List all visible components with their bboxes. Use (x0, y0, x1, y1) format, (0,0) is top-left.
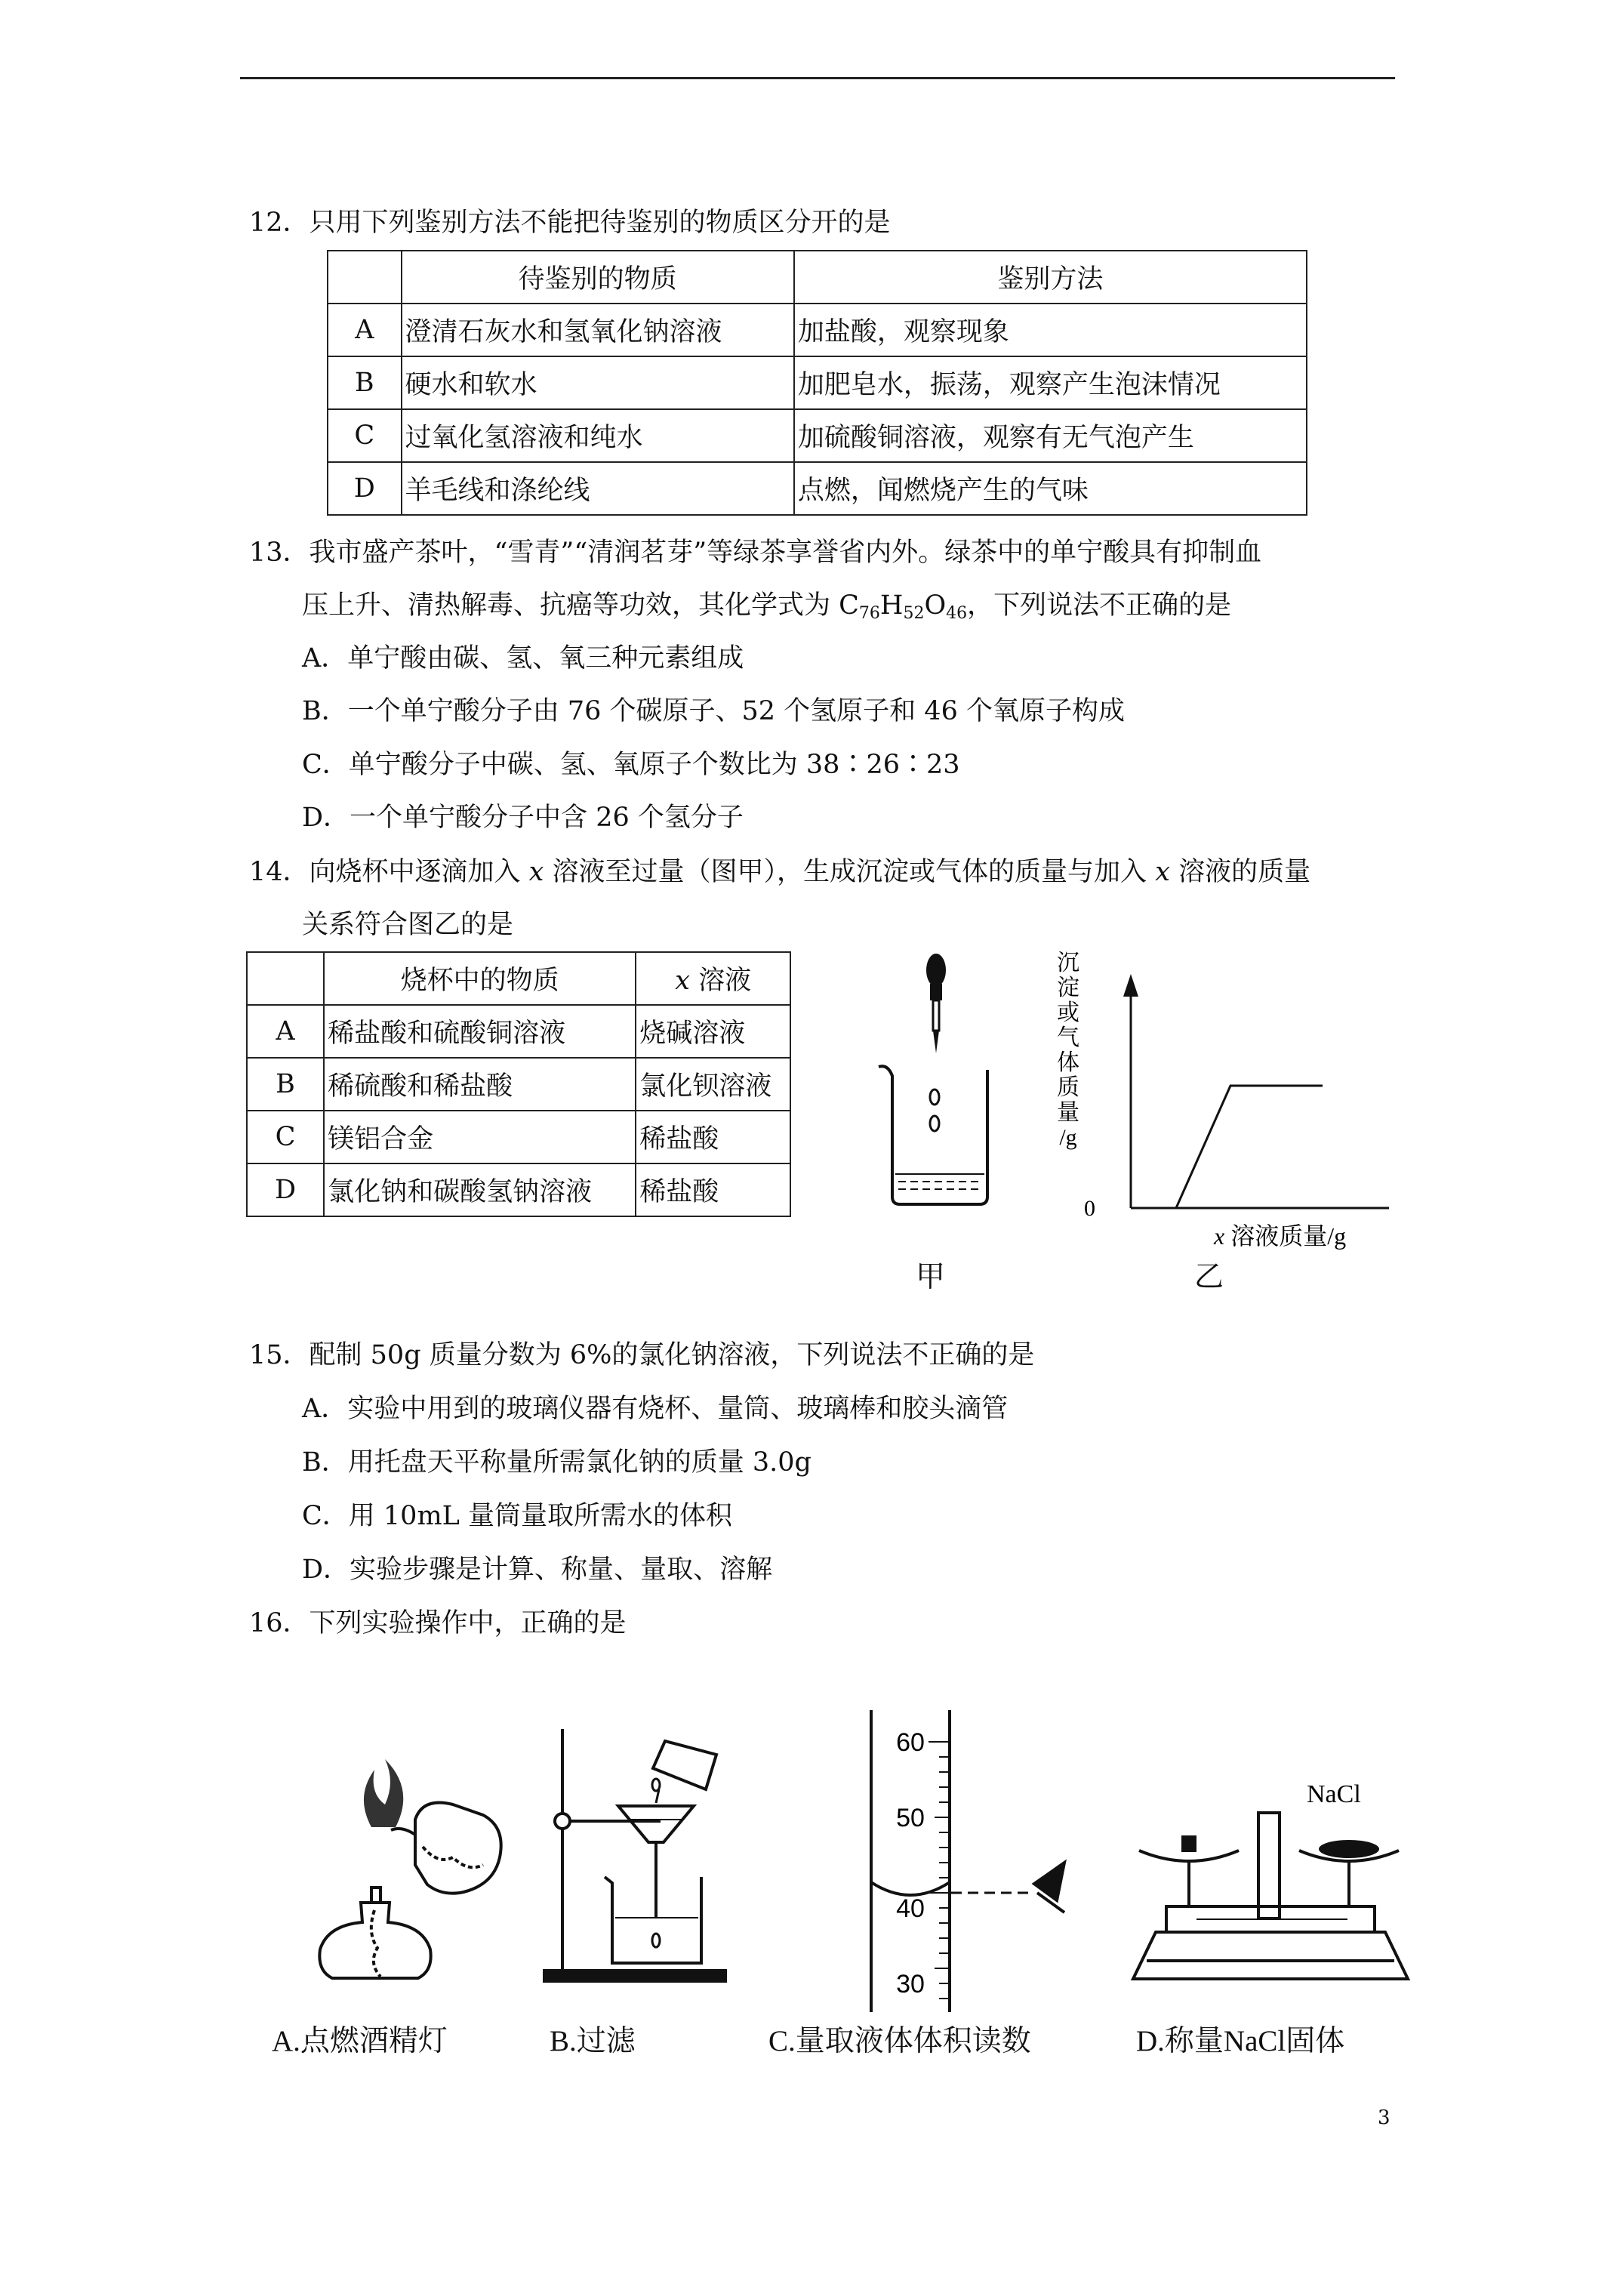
table-row (247, 1111, 790, 1163)
receiving-beaker-icon (605, 1877, 701, 1963)
table-row (247, 1005, 790, 1058)
ylabel-char: 量 (1057, 1100, 1079, 1125)
method-cell: 加盐酸，观察现象 (794, 304, 1307, 356)
substance-cell: 硬水和软水 (402, 356, 794, 409)
q13-option-c: C．单宁酸分子中碳、氢、氧原子个数比为 38∶26∶23 (302, 750, 960, 780)
table-row (328, 304, 1307, 356)
ylabel-char: 或 (1057, 1000, 1079, 1025)
nacl-label: NaCl (1307, 1780, 1361, 1808)
table-header-cell: 鉴别方法 (794, 251, 1307, 304)
method-cell: 加硫酸铜溶液，观察有无气泡产生 (794, 409, 1307, 462)
option-letter: B (247, 1058, 324, 1111)
tick-label: 50 (896, 1804, 925, 1832)
table-header-cell: 待鉴别的物质 (402, 251, 794, 304)
table-header-cell (247, 952, 324, 1005)
q15-option-a: A．实验中用到的玻璃仪器有烧杯、量筒、玻璃棒和胶头滴管 (302, 1394, 1009, 1424)
figure-jia-caption: 甲 (916, 1261, 946, 1293)
reagent-cell: 烧碱溶液 (636, 1005, 790, 1058)
graduated-cylinder-figure (838, 1703, 1087, 2020)
balance-icon (1133, 1813, 1408, 1979)
substance-cell: 澄清石灰水和氢氧化钠溶液 (402, 304, 794, 356)
tilted-lamp-icon (391, 1803, 501, 1894)
option-letter: C (328, 409, 402, 462)
q13-stem-line2: 压上升、清热解毒、抗癌等功效，其化学式为 $C_{76}H_{52}O_{46}$，下列说法不正确的是 (302, 590, 1232, 623)
header-rule (240, 77, 1395, 79)
substance-cell: 羊毛线和涤纶线 (402, 462, 794, 515)
substance-cell: 过氧化氢溶液和纯水 (402, 409, 794, 462)
alcohol-lamp-icon (319, 1888, 430, 1978)
ylabel-char: 质 (1057, 1075, 1079, 1100)
beaker-dropper-figure (868, 948, 1019, 1219)
filtration-figure (540, 1721, 744, 1993)
q14-stem-line1: 14．向烧杯中逐滴加入 x 溶液至过量（图甲），生成沉淀或气体的质量与加入 x 溶液的质量 (249, 857, 1311, 887)
dropper-icon (926, 954, 946, 1053)
substance-cell: 稀硫酸和稀盐酸 (324, 1058, 636, 1111)
table-header-row (328, 251, 1307, 304)
tick-label: 40 (896, 1894, 925, 1923)
pouring-beaker-icon (653, 1741, 716, 1803)
nacl-pile-icon (1319, 1840, 1379, 1858)
weight-icon (1181, 1835, 1196, 1852)
table-header-cell: 烧杯中的物质 (324, 952, 636, 1005)
q15-option-c: C．用 10mL 量筒量取所需水的体积 (302, 1501, 732, 1531)
option-letter: C (247, 1111, 324, 1163)
droplet-icon (652, 1779, 660, 1791)
alcohol-lamp-figure (302, 1752, 513, 2001)
ylabel-char: 体 (1057, 1050, 1079, 1075)
option-letter: A (247, 1005, 324, 1058)
reagent-cell: 稀盐酸 (636, 1163, 790, 1216)
page-number: 3 (1378, 2106, 1390, 2129)
q16-caption-c: C.量取液体体积读数 (768, 2025, 1031, 2057)
graph-ylabel (1057, 951, 1079, 1150)
q13-option-a: A．单宁酸由碳、氢、氧三种元素组成 (302, 643, 744, 673)
table-header-cell: x 溶液 (636, 952, 790, 1005)
substance-cell: 稀盐酸和硫酸铜溶液 (324, 1005, 636, 1058)
funnel-icon (618, 1806, 694, 1918)
substance-cell: 镁铝合金 (324, 1111, 636, 1163)
table-row (328, 356, 1307, 409)
q16-caption-d: D.称量NaCl固体 (1136, 2025, 1345, 2057)
table-header-cell (328, 251, 402, 304)
table-row (247, 1163, 790, 1216)
graph-origin: 0 (1084, 1196, 1095, 1221)
ylabel-char: 沉 (1057, 951, 1079, 975)
beaker-icon (879, 1066, 987, 1204)
ylabel-char: 气 (1057, 1025, 1079, 1050)
q16-caption-a: A.点燃酒精灯 (272, 2025, 448, 2057)
graph-curve (1131, 1086, 1323, 1208)
q14-table (246, 951, 791, 1217)
graph-axes (1123, 974, 1389, 1208)
option-letter: D (247, 1163, 324, 1216)
substance-cell: 氯化钠和碳酸氢钠溶液 (324, 1163, 636, 1216)
q14-stem-line2: 关系符合图乙的是 (302, 910, 514, 940)
table-header-row (247, 952, 790, 1005)
table-row (247, 1058, 790, 1111)
method-cell: 点燃，闻燃烧产生的气味 (794, 462, 1307, 515)
tick-label: 60 (896, 1728, 925, 1757)
graph-xlabel: x 溶液质量/g (1214, 1222, 1347, 1250)
flame-icon (364, 1759, 403, 1827)
balance-figure (1129, 1771, 1415, 1997)
method-cell: 加肥皂水，振荡，观察产生泡沫情况 (794, 356, 1307, 409)
droplet-icon (652, 1934, 660, 1947)
reagent-cell: 氯化钡溶液 (636, 1058, 790, 1111)
cylinder-tick-labels (896, 1728, 925, 1999)
q13-option-d: D．一个单宁酸分子中含 26 个氢分子 (302, 803, 744, 833)
q16-caption-b: B.过滤 (550, 2025, 636, 2057)
ylabel-char: 淀 (1057, 975, 1079, 1000)
reagent-cell: 稀盐酸 (636, 1111, 790, 1163)
iron-stand-icon (544, 1729, 725, 1981)
eye-icon (1034, 1863, 1064, 1912)
q13-option-b: B．一个单宁酸分子由 76 个碳原子、52 个氢原子和 46 个氧原子构成 (302, 696, 1125, 726)
tick-label: 30 (896, 1970, 925, 1999)
q15-option-d: D．实验步骤是计算、称量、量取、溶解 (302, 1555, 773, 1585)
ylabel-char: /g (1059, 1125, 1077, 1150)
q13-stem-line1: 13．我市盛产茶叶，“雪青”“清润茗芽”等绿茶享誉省内外。绿茶中的单宁酸具有抑制血 (249, 538, 1262, 568)
table-row (328, 409, 1307, 462)
table-row (328, 462, 1307, 515)
q16-stem: 16．下列实验操作中，正确的是 (249, 1608, 627, 1638)
bubbles-icon (930, 1089, 939, 1131)
q12-table (327, 250, 1307, 516)
q15-stem: 15．配制 50g 质量分数为 6%的氯化钠溶液，下列说法不正确的是 (249, 1340, 1035, 1370)
option-letter: B (328, 356, 402, 409)
q12-stem: 12．只用下列鉴别方法不能把待鉴别的物质区分开的是 (249, 208, 891, 238)
cylinder-scale (929, 1742, 950, 1999)
figure-yi-caption: 乙 (1194, 1261, 1224, 1293)
mass-graph-figure (1042, 944, 1389, 1261)
q15-option-b: B．用托盘天平称量所需氯化钠的质量 3.0g (302, 1447, 812, 1478)
option-letter: A (328, 304, 402, 356)
option-letter: D (328, 462, 402, 515)
